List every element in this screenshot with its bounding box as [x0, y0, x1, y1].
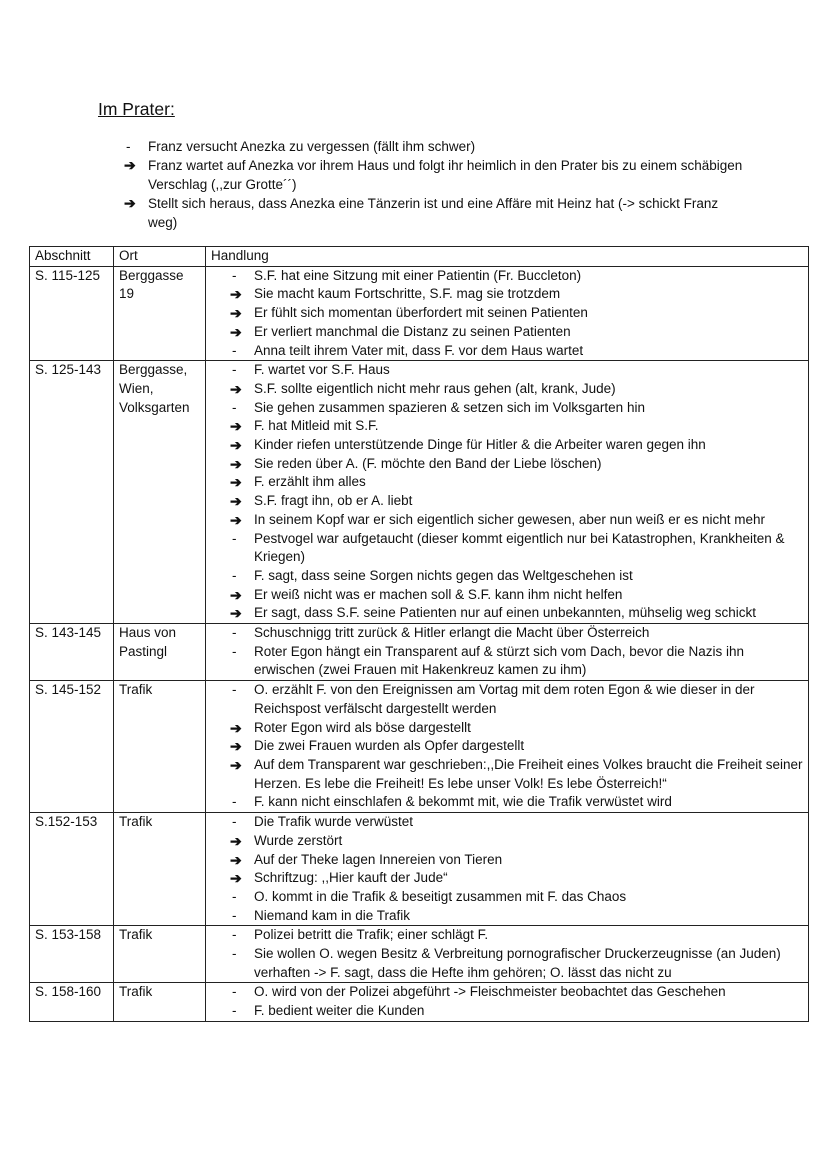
- bullet-text: F. sagt, dass seine Sorgen nichts gegen das Weltgeschehen ist: [254, 567, 633, 583]
- cell-ort: Berggasse, Wien, Volksgarten: [114, 361, 206, 624]
- cell-ort: Trafik: [114, 983, 206, 1021]
- cell-ort: Trafik: [114, 926, 206, 983]
- header-handlung: Handlung: [206, 247, 809, 267]
- cell-handlung: [206, 983, 809, 1021]
- bullet-item: [230, 983, 803, 1002]
- bullet-text: Er verliert manchmal die Distanz zu seinen Patienten: [254, 323, 571, 339]
- bullet-text: Schriftzug: ,,Hier kauft der Jude“: [254, 870, 448, 886]
- bullet-item: [230, 399, 803, 418]
- bullet-text: In seinem Kopf war er sich eigentlich sicher gewesen, aber nun weiß er es nicht mehr: [254, 511, 765, 527]
- bullet-text: F. hat Mitleid mit S.F.: [254, 418, 379, 434]
- bullet-text: Anna teilt ihrem Vater mit, dass F. vor dem Haus wartet: [254, 342, 584, 358]
- bullet-item: [230, 380, 803, 399]
- header-abschnitt: Abschnitt: [30, 247, 114, 267]
- dash-marker: -: [232, 814, 237, 830]
- arrow-icon: ➔: [230, 380, 242, 397]
- cell-ort: Trafik: [114, 681, 206, 813]
- cell-handlung: [206, 266, 809, 361]
- bullet-item: [230, 511, 803, 530]
- bullet-item: [230, 832, 803, 851]
- bullet-item: [230, 737, 803, 756]
- table-row: [30, 266, 809, 361]
- bullet-item: [230, 417, 803, 436]
- arrow-icon: ➔: [124, 195, 136, 211]
- bullet-item: [230, 567, 803, 586]
- arrow-icon: ➔: [230, 286, 242, 303]
- intro-list: [124, 137, 744, 232]
- dash-marker: -: [232, 946, 237, 962]
- cell-abschnitt: S. 115-125: [30, 266, 114, 361]
- bullet-text: F. erzählt ihm alles: [254, 474, 366, 490]
- bullet-item: [230, 361, 803, 380]
- bullet-item: [230, 323, 803, 342]
- arrow-icon: ➔: [230, 719, 242, 736]
- bullet-text: F. bedient weiter die Kunden: [254, 1003, 425, 1019]
- table-row: [30, 361, 809, 624]
- bullet-item: [230, 604, 803, 623]
- arrow-icon: ➔: [230, 738, 242, 755]
- bullet-text: Pestvogel war aufgetaucht (dieser kommt eigentlich nur bei Katastrophen, Krankheiten & Kriegen): [254, 530, 785, 565]
- cell-abschnitt: S. 143-145: [30, 624, 114, 681]
- cell-ort: Trafik: [114, 813, 206, 926]
- bullet-text: S.F. hat eine Sitzung mit einer Patientin (Fr. Buccleton): [254, 267, 582, 283]
- bullet-text: Die zwei Frauen wurden als Opfer dargestellt: [254, 738, 525, 754]
- bullet-item: [230, 285, 803, 304]
- dash-marker: -: [232, 267, 237, 283]
- bullet-item: [230, 267, 803, 286]
- dash-marker: -: [232, 643, 237, 659]
- bullet-text: Franz wartet auf Anezka vor ihrem Haus und folgt ihr heimlich in den Prater bis zu einem schäbigen Verschlag (,,zur Grotte´´): [148, 158, 743, 192]
- bullet-item: [230, 473, 803, 492]
- cell-handlung: [206, 681, 809, 813]
- dash-marker: -: [232, 342, 237, 358]
- bullet-text: O. wird von der Polizei abgeführt -> Fleischmeister beobachtet das Geschehen: [254, 984, 726, 1000]
- cell-handlung: [206, 926, 809, 983]
- bullet-text: Stellt sich heraus, dass Anezka eine Tänzerin ist und eine Affäre mit Heinz hat (-> schickt Franz weg): [148, 196, 719, 230]
- bullet-item: [230, 869, 803, 888]
- bullet-text: O. kommt in die Trafik & beseitigt zusammen mit F. das Chaos: [254, 888, 627, 904]
- bullet-text: Roter Egon hängt ein Transparent auf & stürzt sich vom Dach, bevor die Nazis ihn erwischen (zwei Frauen mit Hakenkreuz kamen zu ihm): [254, 643, 745, 678]
- table-row: [30, 983, 809, 1021]
- dash-marker: -: [232, 399, 237, 415]
- dash-marker: -: [232, 794, 237, 810]
- bullet-text: Auf der Theke lagen Innereien von Tieren: [254, 851, 503, 867]
- cell-abschnitt: S. 125-143: [30, 361, 114, 624]
- bullet-text: Sie wollen O. wegen Besitz & Verbreitung pornografischer Druckerzeugnisse (an Juden) verhaften -> F. sagt, dass die Hefte ihm gehören; O. lässt das nicht zu: [254, 946, 781, 980]
- table-row: [30, 681, 809, 813]
- cell-handlung: [206, 624, 809, 681]
- header-ort: Ort: [114, 247, 206, 267]
- arrow-icon: ➔: [230, 511, 242, 528]
- bullet-text: Die Trafik wurde verwüstet: [254, 814, 414, 830]
- bullet-text: Sie gehen zusammen spazieren & setzen sich im Volksgarten hin: [254, 399, 645, 415]
- arrow-icon: ➔: [230, 756, 242, 773]
- arrow-icon: ➔: [230, 455, 242, 472]
- arrow-icon: ➔: [230, 586, 242, 603]
- bullet-text: Roter Egon wird als böse dargestellt: [254, 719, 471, 735]
- cell-abschnitt: S. 145-152: [30, 681, 114, 813]
- bullet-item: [230, 492, 803, 511]
- dash-marker: -: [232, 625, 237, 641]
- dash-marker: -: [232, 1003, 237, 1019]
- bullet-text: Sie reden über A. (F. möchte den Band der Liebe löschen): [254, 455, 602, 471]
- bullet-item: [230, 304, 803, 323]
- bullet-text: Auf dem Transparent war geschrieben:,,Die Freiheit eines Volkes braucht die Freiheit seiner Herzen. Es lebe die Freiheit! Es lebe unser Volk! Es lebe Österreich!“: [254, 756, 803, 791]
- bullet-item: [230, 643, 803, 680]
- bullet-text: O. erzählt F. von den Ereignissen am Vortag mit dem roten Egon & wie dieser in der Reichspost verfälscht dargestellt werden: [254, 682, 755, 716]
- bullet-item: [124, 156, 744, 194]
- table-header-row: [30, 247, 809, 267]
- bullet-item: [230, 436, 803, 455]
- arrow-icon: ➔: [230, 851, 242, 868]
- bullet-item: [230, 624, 803, 643]
- bullet-item: [230, 756, 803, 793]
- arrow-icon: ➔: [230, 605, 242, 622]
- bullet-text: Er fühlt sich momentan überfordert mit seinen Patienten: [254, 305, 588, 321]
- dash-marker: -: [232, 888, 237, 904]
- bullet-item: [124, 194, 744, 232]
- bullet-text: S.F. sollte eigentlich nicht mehr raus gehen (alt, krank, Jude): [254, 380, 616, 396]
- arrow-icon: ➔: [230, 493, 242, 510]
- table-row: [30, 813, 809, 926]
- bullet-text: Er sagt, dass S.F. seine Patienten nur auf einen unbekannten, mühselig weg schickt: [254, 605, 757, 621]
- bullet-item: [230, 342, 803, 361]
- arrow-icon: ➔: [230, 437, 242, 454]
- section-table: [29, 246, 809, 1022]
- arrow-icon: ➔: [230, 323, 242, 340]
- bullet-text: Schuschnigg tritt zurück & Hitler erlangt die Macht über Österreich: [254, 625, 650, 641]
- arrow-icon: ➔: [124, 157, 136, 173]
- bullet-item: [230, 530, 803, 567]
- arrow-icon: ➔: [230, 474, 242, 491]
- cell-abschnitt: S.152-153: [30, 813, 114, 926]
- bullet-text: S.F. fragt ihn, ob er A. liebt: [254, 493, 413, 509]
- bullet-item: [230, 945, 803, 982]
- bullet-item: [230, 455, 803, 474]
- bullet-text: Franz versucht Anezka zu vergessen (fällt ihm schwer): [148, 139, 476, 154]
- bullet-item: [230, 851, 803, 870]
- cell-ort: Berggasse 19: [114, 266, 206, 361]
- table-row: [30, 624, 809, 681]
- cell-abschnitt: S. 153-158: [30, 926, 114, 983]
- cell-abschnitt: S. 158-160: [30, 983, 114, 1021]
- bullet-text: F. wartet vor S.F. Haus: [254, 362, 390, 378]
- cell-ort: Haus von Pastingl: [114, 624, 206, 681]
- bullet-text: F. kann nicht einschlafen & bekommt mit, wie die Trafik verwüstet wird: [254, 794, 672, 810]
- cell-handlung: [206, 813, 809, 926]
- bullet-item: [230, 926, 803, 945]
- dash-marker: -: [232, 530, 237, 546]
- dash-marker: -: [232, 682, 237, 698]
- bullet-item: [230, 719, 803, 738]
- bullet-text: Sie macht kaum Fortschritte, S.F. mag sie trotzdem: [254, 286, 561, 302]
- bullet-item: [230, 681, 803, 718]
- bullet-item: [230, 907, 803, 926]
- bullet-item: [230, 888, 803, 907]
- bullet-item: [124, 137, 744, 156]
- dash-marker: -: [232, 984, 237, 1000]
- dash-marker: -: [232, 907, 237, 923]
- arrow-icon: ➔: [230, 305, 242, 322]
- bullet-item: [230, 1002, 803, 1021]
- arrow-icon: ➔: [230, 418, 242, 435]
- bullet-text: Wurde zerstört: [254, 832, 343, 848]
- bullet-item: [230, 586, 803, 605]
- dash-marker: -: [126, 139, 131, 154]
- bullet-item: [230, 813, 803, 832]
- arrow-icon: ➔: [230, 832, 242, 849]
- bullet-text: Niemand kam in die Trafik: [254, 907, 411, 923]
- dash-marker: -: [232, 362, 237, 378]
- bullet-text: Polizei betritt die Trafik; einer schlägt F.: [254, 927, 489, 943]
- dash-marker: -: [232, 567, 237, 583]
- table-row: [30, 926, 809, 983]
- dash-marker: -: [232, 927, 237, 943]
- bullet-item: [230, 793, 803, 812]
- page-heading: Im Prater:: [98, 99, 175, 119]
- bullet-text: Er weiß nicht was er machen soll & S.F. kann ihm nicht helfen: [254, 586, 623, 602]
- arrow-icon: ➔: [230, 870, 242, 887]
- cell-handlung: [206, 361, 809, 624]
- bullet-text: Kinder riefen unterstützende Dinge für Hitler & die Arbeiter waren gegen ihn: [254, 437, 706, 453]
